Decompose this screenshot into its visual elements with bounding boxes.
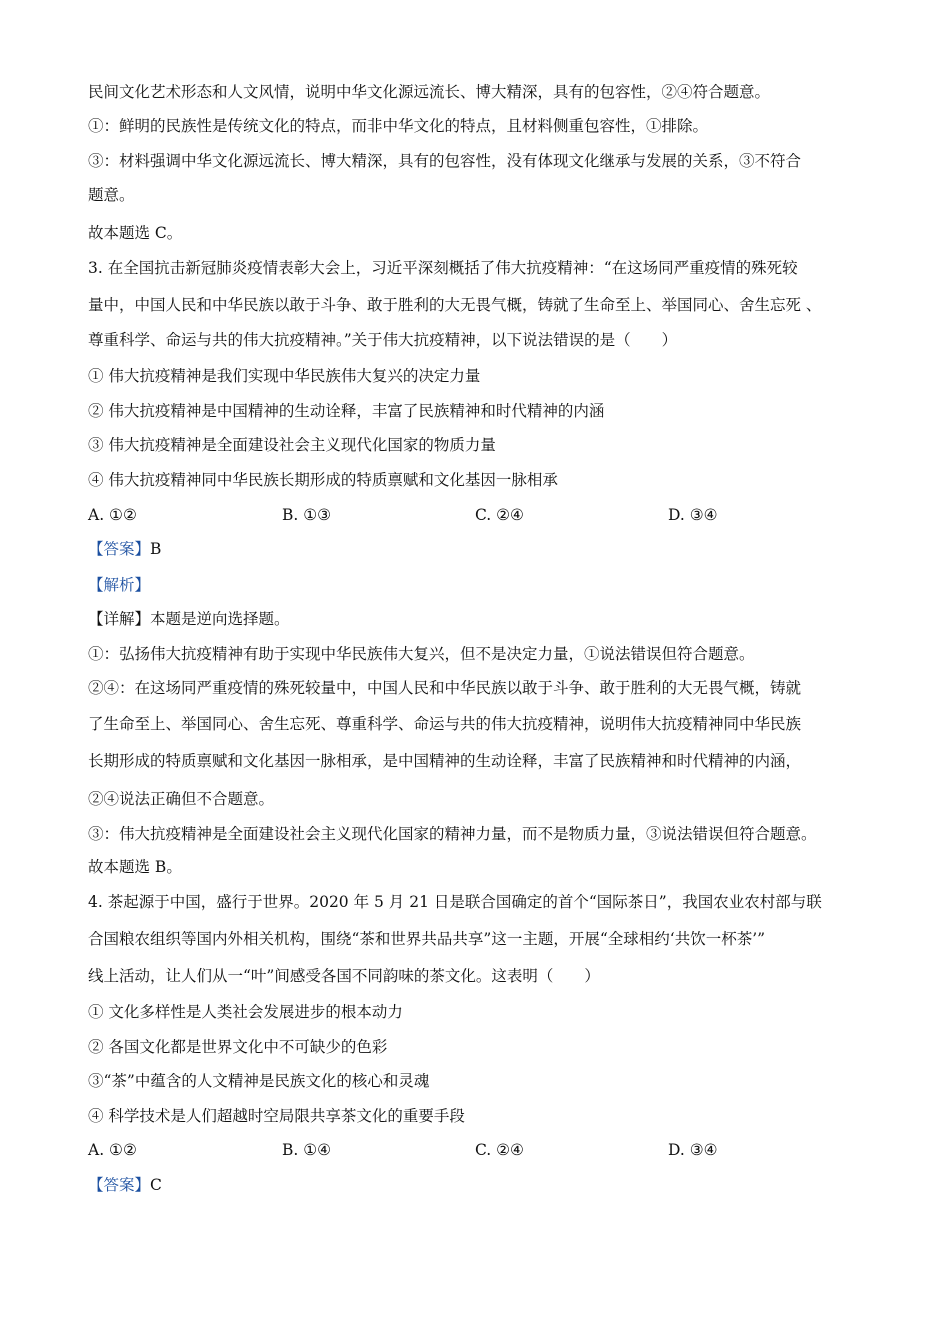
q3-detail-line: ①：弘扬伟大抗疫精神有助于实现中华民族伟大复兴，但不是决定力量，①说法错误但符合题意。 xyxy=(88,645,755,663)
q3-stem-line: 尊重科学、命运与共的伟大抗疫精神。”关于伟大抗疫精神，以下说法错误的是（ ） xyxy=(88,331,678,349)
q3-item-3: ③ 伟大抗疫精神是全面建设社会主义现代化国家的物质力量 xyxy=(88,436,496,454)
q4-answer xyxy=(88,1175,162,1195)
q4-option-d: D. ③④ xyxy=(668,1141,718,1159)
q4-stem-line: 合国粮农组织等国内外相关机构，围绕“茶和世界共品共享”这一主题，开展“全球相约‘共饮一杯茶’” xyxy=(88,930,766,948)
q3-detail-line: ②④：在这场同严重疫情的殊死较量中，中国人民和中华民族以敢于斗争、敢于胜利的大无畏气概，铸就 xyxy=(88,679,802,697)
q3-answer xyxy=(88,539,161,559)
answer-tag: 【答案】 xyxy=(88,540,151,558)
q3-item-4: ④ 伟大抗疫精神同中华民族长期形成的特质禀赋和文化基因一脉相承 xyxy=(88,471,558,489)
q4-stem-line: 4. 茶起源于中国，盛行于世界。2020 年 5 月 21 日是联合国确定的首个“国际茶日”，我国农业农村部与联 xyxy=(88,893,822,911)
q3-stem-line: 量中，中国人民和中华民族以敢于斗争、敢于胜利的大无畏气概，铸就了生命至上、举国同心、舍生忘死 、 xyxy=(88,296,822,314)
detail-tag: 【详解】 xyxy=(88,610,151,628)
q4-option-a: A. ①② xyxy=(88,1141,137,1159)
q3-option-d: D. ③④ xyxy=(668,506,718,524)
answer-tag: 【答案】 xyxy=(88,1176,151,1194)
prev-conclusion: 故本题选 C。 xyxy=(88,224,183,242)
q3-detail-line: ③：伟大抗疫精神是全面建设社会主义现代化国家的精神力量，而不是物质力量，③说法错误但符合题意。 xyxy=(88,825,817,843)
q4-item-4: ④ 科学技术是人们超越时空局限共享茶文化的重要手段 xyxy=(88,1107,465,1125)
q3-detail-line: 了生命至上、举国同心、舍生忘死、尊重科学、命运与共的伟大抗疫精神，说明伟大抗疫精神同中华民族 xyxy=(88,715,802,733)
q3-analysis-tag: 【解析】 xyxy=(88,576,151,594)
answer-value: C xyxy=(150,1176,162,1194)
q3-conclusion: 故本题选 B。 xyxy=(88,858,182,876)
q3-item-2: ② 伟大抗疫精神是中国精神的生动诠释，丰富了民族精神和时代精神的内涵 xyxy=(88,402,605,420)
q3-option-b: B. ①③ xyxy=(282,506,332,524)
prev-explanation-line: ③：材料强调中华文化源远流长、博大精深，具有的包容性，没有体现文化继承与发展的关系，③不符合 xyxy=(88,152,802,170)
q4-option-b: B. ①④ xyxy=(282,1141,332,1159)
prev-explanation-line: 题意。 xyxy=(88,186,135,204)
q3-item-1: ① 伟大抗疫精神是我们实现中华民族伟大复兴的决定力量 xyxy=(88,367,481,385)
q3-option-a: A. ①② xyxy=(88,506,137,524)
q3-option-c: C. ②④ xyxy=(475,506,524,524)
prev-explanation-line: ①：鲜明的民族性是传统文化的特点，而非中华文化的特点，且材料侧重包容性，①排除。 xyxy=(88,117,709,135)
q3-detail-line: ②④说法正确但不合题意。 xyxy=(88,790,275,808)
q4-item-2: ② 各国文化都是世界文化中不可缺少的色彩 xyxy=(88,1038,388,1056)
q4-item-1: ① 文化多样性是人类社会发展进步的根本动力 xyxy=(88,1003,403,1021)
answer-value: B xyxy=(150,540,162,558)
q4-option-c: C. ②④ xyxy=(475,1141,524,1159)
q3-detail xyxy=(88,609,290,629)
prev-explanation-line: 民间文化艺术形态和人文风情，说明中华文化源远流长、博大精深，具有的包容性，②④符合题意。 xyxy=(88,83,771,101)
q3-detail-line: 长期形成的特质禀赋和文化基因一脉相承，是中国精神的生动诠释，丰富了民族精神和时代精神的内涵， xyxy=(88,752,802,770)
q3-stem-line: 3. 在全国抗击新冠肺炎疫情表彰大会上，习近平深刻概括了伟大抗疫精神：“在这场同严重疫情的殊死较 xyxy=(88,259,798,277)
q4-item-3: ③“茶”中蕴含的人文精神是民族文化的核心和灵魂 xyxy=(88,1072,430,1090)
q4-stem-line: 线上活动，让人们从一“叶”间感受各国不同韵味的茶文化。这表明（ ） xyxy=(88,967,600,985)
detail-first: 本题是逆向选择题。 xyxy=(150,610,290,628)
